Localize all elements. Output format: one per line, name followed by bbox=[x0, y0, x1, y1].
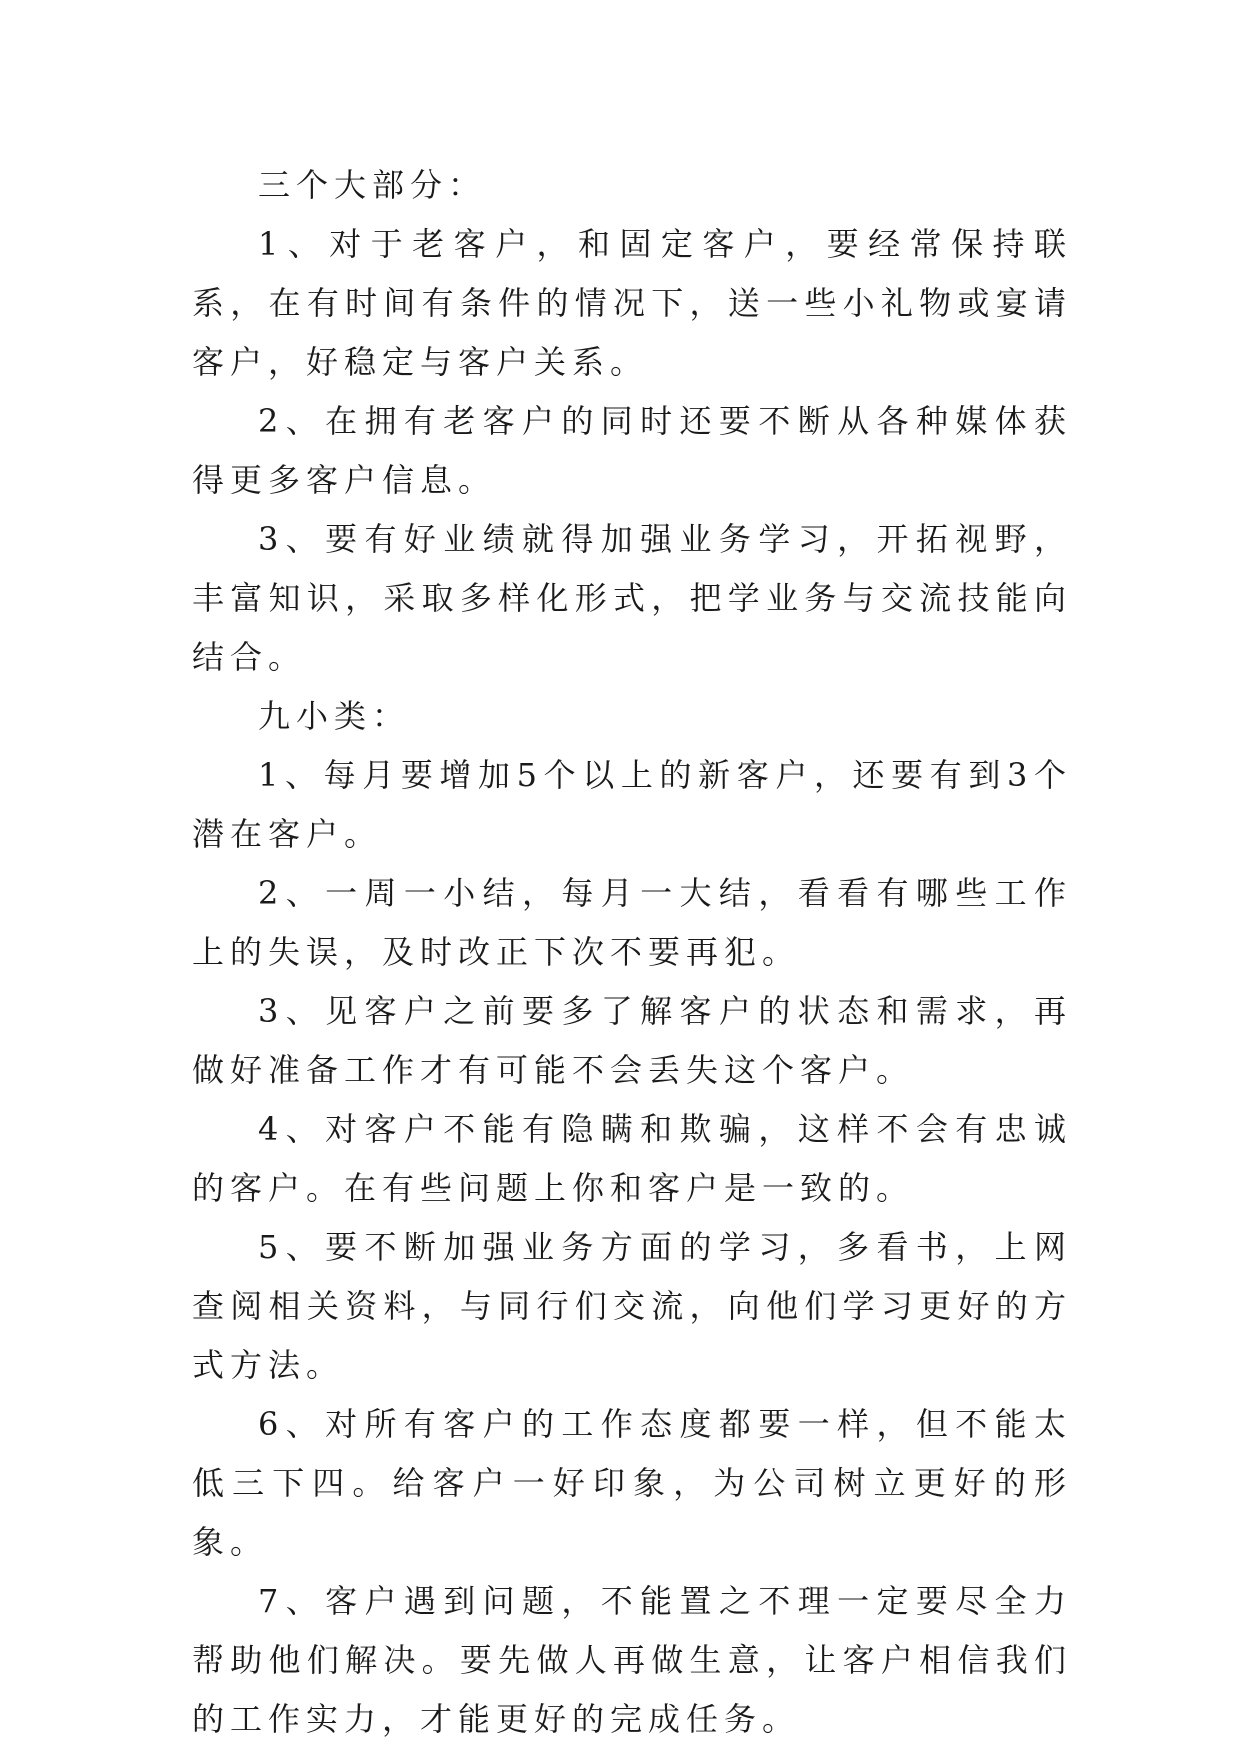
paragraph-item: 7、客户遇到问题，不能置之不理一定要尽全力帮助他们解决。要先做人再做生意，让客户相信我们的工作实力，才能更好的完成任务。 bbox=[192, 1582, 1072, 1738]
paragraph-item: 6、对所有客户的工作态度都要一样，但不能太低三下四。给客户一好印象，为公司树立更好的形象。 bbox=[192, 1405, 1072, 1561]
paragraph-item: 5、要不断加强业务方面的学习，多看书，上网查阅相关资料，与同行们交流，向他们学习更好的方式方法。 bbox=[192, 1228, 1072, 1384]
paragraph-item: 1、每月要增加5个以上的新客户，还要有到3个潜在客户。 bbox=[192, 756, 1072, 853]
paragraph-item: 3、要有好业绩就得加强业务学习，开拓视野，丰富知识，采取多样化形式，把学业务与交流技能向结合。 bbox=[192, 520, 1072, 676]
paragraph-item: 1、对于老客户，和固定客户，要经常保持联系，在有时间有条件的情况下，送一些小礼物或宴请客户，好稳定与客户关系。 bbox=[192, 225, 1072, 381]
document-body bbox=[192, 156, 1072, 1749]
paragraph-item: 2、在拥有老客户的同时还要不断从各种媒体获得更多客户信息。 bbox=[192, 402, 1072, 499]
section-heading-three-parts: 三个大部分： bbox=[258, 166, 487, 204]
paragraph-item: 4、对客户不能有隐瞒和欺骗，这样不会有忠诚的客户。在有些问题上你和客户是一致的。 bbox=[192, 1110, 1072, 1207]
section-heading-nine-categories: 九小类： bbox=[258, 697, 411, 735]
paragraph-item: 3、见客户之前要多了解客户的状态和需求，再做好准备工作才有可能不会丢失这个客户。 bbox=[192, 992, 1072, 1089]
paragraph-item: 2、一周一小结，每月一大结，看看有哪些工作上的失误，及时改正下次不要再犯。 bbox=[192, 874, 1072, 971]
